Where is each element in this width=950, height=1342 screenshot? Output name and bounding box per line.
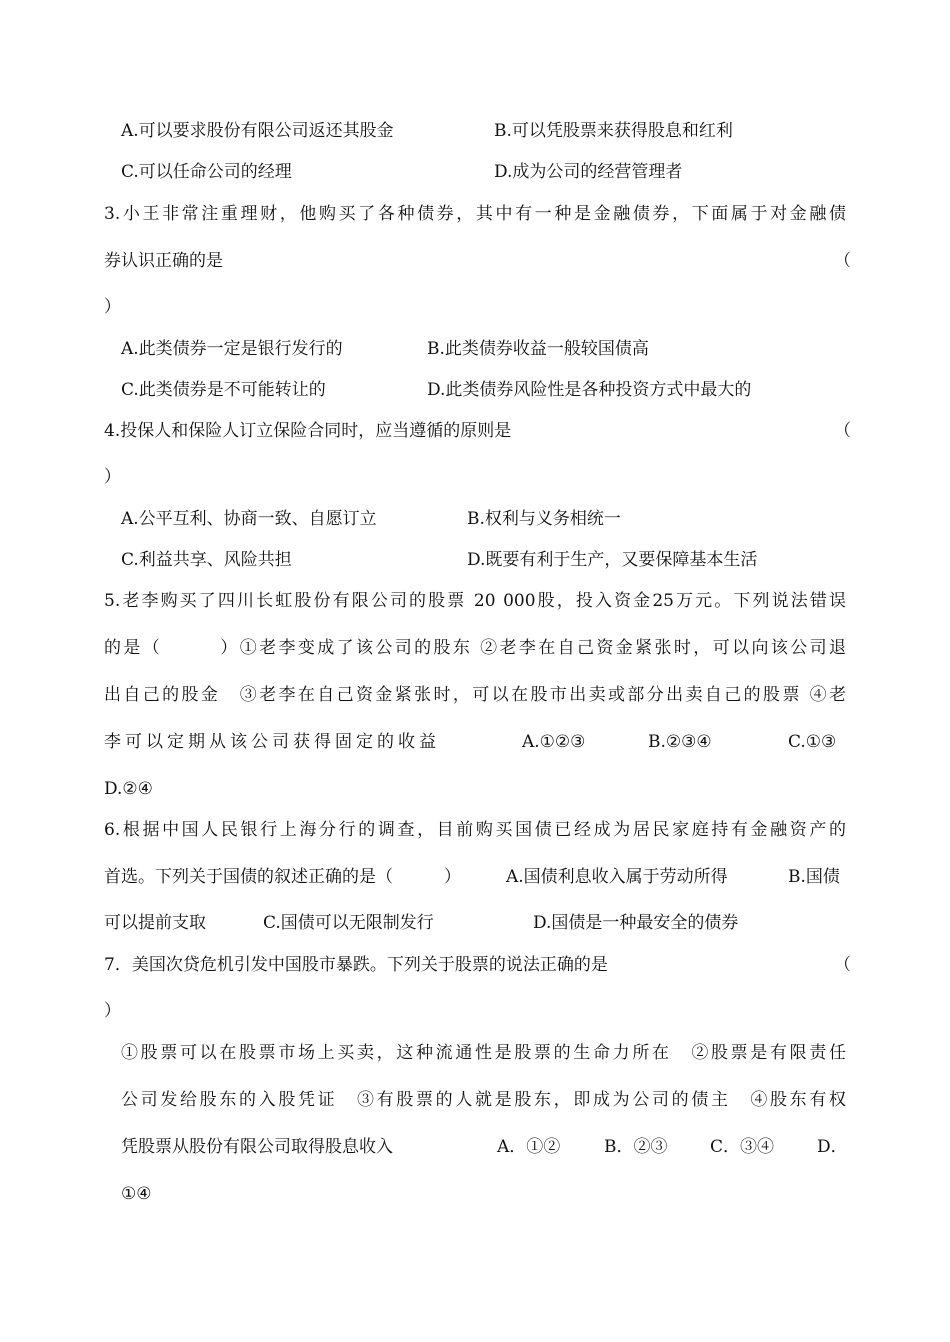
q5-option-c: C.①③ [788, 732, 837, 752]
q5-stem-line2: 的是（ ）①老李变成了该公司的股东 ②老李在自己资金紧张时，可以向该公司退 [104, 638, 846, 658]
q4-option-a: A.公平互利、协商一致、自愿订立 [121, 509, 377, 529]
q4-option-d: D.既要有利于生产，又要保障基本生活 [467, 550, 758, 570]
q5-option-a: A.①②③ [522, 732, 586, 752]
q3-option-a: A.此类债券一定是银行发行的 [121, 339, 343, 359]
q7-option-d-label: D． [817, 1137, 848, 1157]
q3-answer-paren-close: ） [104, 297, 121, 317]
q4-answer-paren-close: ） [104, 467, 121, 487]
q3-stem-line2: 券认识正确的是 [104, 251, 223, 271]
q2-option-a: A.可以要求股份有限公司返还其股金 [121, 121, 394, 141]
q6-option-b-part2: 可以提前支取 [104, 913, 206, 933]
q3-option-c: C.此类债券是不可能转让的 [121, 380, 326, 400]
q7-answer-paren-close: ） [104, 1001, 121, 1021]
q6-stem-line1: 6.根据中国人民银行上海分行的调查，目前购买国债已经成为居民家庭持有金融资产的 [104, 820, 846, 840]
q4-stem: 4.投保人和保险人订立保险合同时，应当遵循的原则是 [104, 421, 512, 441]
q7-statements-line3: 凭股票从股份有限公司取得股息收入 [121, 1137, 393, 1157]
q2-option-c: C.可以任命公司的经理 [121, 162, 292, 182]
q4-option-b: B.权利与义务相统一 [467, 509, 621, 529]
q5-stem-line4: 李可以定期从该公司获得固定的收益 [104, 732, 440, 752]
q7-statements-line1: ①股票可以在股票市场上买卖，这种流通性是股票的生命力所在 ②股票是有限责任 [121, 1043, 846, 1063]
q2-option-b: B.可以凭股票来获得股息和红利 [494, 121, 733, 141]
q3-option-d: D.此类债券风险性是各种投资方式中最大的 [427, 380, 752, 400]
q3-stem-line1: 3.小王非常注重理财，他购买了各种债券，其中有一种是金融债券，下面属于对金融债 [104, 204, 846, 224]
q7-option-a: A．①② [497, 1137, 561, 1157]
q7-stem: 7．美国次贷危机引发中国股市暴跌。下列关于股票的说法正确的是 [104, 955, 608, 975]
q3-option-b: B.此类债券收益一般较国债高 [427, 339, 649, 359]
q7-answer-paren-open: （ [834, 955, 851, 975]
q7-option-c: C．③④ [710, 1137, 775, 1157]
q5-option-b: B.②③④ [648, 732, 712, 752]
q4-option-c: C.利益共享、风险共担 [121, 550, 292, 570]
q6-option-d: D.国债是一种最安全的债券 [533, 913, 739, 933]
q6-option-a: A.国债利息收入属于劳动所得 [506, 867, 728, 887]
q3-answer-paren-open: （ [834, 251, 851, 271]
q5-stem-line3: 出自己的股金 ③老李在自己资金紧张时，可以在股市出卖或部分出卖自己的股票 ④老 [104, 685, 846, 705]
q5-stem-line1: 5.老李购买了四川长虹股份有限公司的股票 20 000股，投入资金25万元。下列说法错误 [104, 591, 846, 611]
q5-option-d: D.②④ [104, 779, 153, 799]
q6-stem-line2: 首选。下列关于国债的叙述正确的是（ ） [104, 867, 461, 887]
q6-option-b-part1: B.国债 [788, 867, 840, 887]
q7-option-d-value: ①④ [121, 1184, 152, 1204]
q4-answer-paren-open: （ [834, 421, 851, 441]
q7-statements-line2: 公司发给股东的入股凭证 ③有股票的人就是股东，即成为公司的债主 ④股东有权 [121, 1090, 846, 1110]
q6-option-c: C.国债可以无限制发行 [263, 913, 434, 933]
q7-option-b: B．②③ [604, 1137, 668, 1157]
q2-option-d: D.成为公司的经营管理者 [494, 162, 683, 182]
